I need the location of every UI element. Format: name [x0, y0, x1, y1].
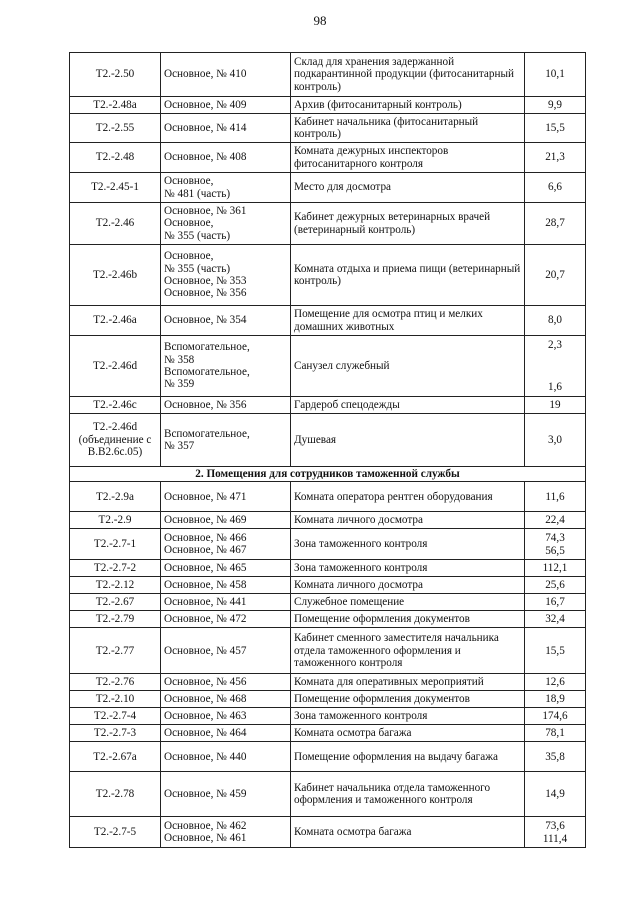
room-code: Т2.-2.12 [70, 577, 161, 594]
premises-designation [161, 173, 291, 203]
premises-designation [161, 708, 291, 725]
section-heading: 2. Помещения для сотрудников таможенной службы [70, 467, 586, 482]
room-purpose: Кабинет начальника (фитосанитарный контроль) [291, 114, 525, 143]
premises-designation [161, 691, 291, 708]
premises-line: Основное, № 408 [164, 151, 247, 164]
room-code: Т2.-2.78 [70, 772, 161, 817]
room-purpose: Склад для хранения задержанной подкарантинной продукции (фитосанитарный контроль) [291, 53, 525, 97]
table-row [70, 306, 586, 336]
premises-table-body [70, 53, 586, 848]
room-purpose: Кабинет дежурных ветеринарных врачей (ветеринарный контроль) [291, 203, 525, 245]
area-values [528, 339, 582, 394]
room-area: 3,0 [525, 414, 586, 467]
room-area [525, 529, 586, 560]
premises-designation [161, 628, 291, 674]
premises-line: Основное, № 410 [164, 68, 247, 81]
table-row [70, 245, 586, 306]
table-row [70, 482, 586, 512]
room-area: 6,6 [525, 173, 586, 203]
table-row [70, 708, 586, 725]
premises-line: Основное, [164, 217, 214, 230]
room-code: Т2.-2.7-2 [70, 560, 161, 577]
room-code: Т2.-2.7-3 [70, 725, 161, 742]
room-code: Т2.-2.50 [70, 53, 161, 97]
room-area: 22,4 [525, 512, 586, 529]
area-value: 111,4 [542, 832, 568, 845]
table-row [70, 97, 586, 114]
room-code: Т2.-2.48 [70, 143, 161, 173]
table-row [70, 143, 586, 173]
premises-line: Основное, № 472 [164, 613, 247, 626]
room-purpose: Комната осмотра багажа [291, 817, 525, 848]
premises-line: Вспомогательное, [164, 341, 250, 354]
room-code: Т2.-2.46b [70, 245, 161, 306]
table-row [70, 594, 586, 611]
premises-line: Основное, № 356 [164, 398, 247, 411]
premises-line: Основное, № 467 [164, 544, 247, 557]
table-row [70, 611, 586, 628]
room-purpose: Архив (фитосанитарный контроль) [291, 97, 525, 114]
room-code: Т2.-2.46d (объединение с В.В2.6с.05) [70, 414, 161, 467]
premises-line: Основное, № 354 [164, 314, 247, 327]
premises-line: Основное, № 466 [164, 532, 247, 544]
area-value: 1,6 [548, 381, 562, 394]
table-row [70, 691, 586, 708]
room-code: Т2.-2.67а [70, 742, 161, 772]
premises-line: Основное, № 469 [164, 514, 247, 527]
premises-line: Основное, [164, 250, 214, 263]
room-code: Т2.-2.67 [70, 594, 161, 611]
premises-line: Основное, № 463 [164, 710, 247, 723]
table-row [70, 414, 586, 467]
table-row [70, 53, 586, 97]
room-purpose: Служебное помещение [291, 594, 525, 611]
room-code: Т2.-2.55 [70, 114, 161, 143]
room-purpose: Зона таможенного контроля [291, 708, 525, 725]
room-purpose: Комната оператора рентген оборудования [291, 482, 525, 512]
premises-line: Основное, [164, 175, 214, 188]
room-area: 112,1 [525, 560, 586, 577]
table-row [70, 173, 586, 203]
room-area [525, 817, 586, 848]
room-area: 14,9 [525, 772, 586, 817]
page-number: 98 [313, 13, 327, 28]
premises-line: Основное, № 457 [164, 644, 247, 657]
room-code: Т2.-2.46 [70, 203, 161, 245]
table-row [70, 560, 586, 577]
premises-designation [161, 674, 291, 691]
premises-designation [161, 529, 291, 560]
room-area: 16,7 [525, 594, 586, 611]
premises-designation [161, 611, 291, 628]
room-purpose: Комната отдыха и приема пищи (ветеринарный контроль) [291, 245, 525, 306]
room-code: Т2.-2.77 [70, 628, 161, 674]
premises-designation [161, 725, 291, 742]
room-purpose: Комната для оперативных мероприятий [291, 674, 525, 691]
premises-line: Основное, № 461 [164, 832, 247, 845]
room-area [525, 336, 586, 397]
premises-designation [161, 203, 291, 245]
room-area: 10,1 [525, 53, 586, 97]
area-values [528, 820, 582, 845]
room-purpose: Место для досмотра [291, 173, 525, 203]
premises-line: № 355 (часть) [164, 229, 231, 242]
room-area: 11,6 [525, 482, 586, 512]
premises-line: Основное, № 361 [164, 204, 247, 217]
premises-designation [161, 143, 291, 173]
premises-line: Основное, № 356 [164, 287, 247, 300]
premises-designation [161, 772, 291, 817]
premises-line: Основное, № 464 [164, 727, 247, 740]
room-area: 35,8 [525, 742, 586, 772]
room-area: 174,6 [525, 708, 586, 725]
table-row [70, 725, 586, 742]
room-code: Т2.-2.46с [70, 397, 161, 414]
room-purpose: Помещение оформления документов [291, 611, 525, 628]
premises-line: № 359 [164, 378, 195, 391]
room-purpose: Гардероб спецодежды [291, 397, 525, 414]
room-code: Т2.-2.7-4 [70, 708, 161, 725]
premises-designation [161, 306, 291, 336]
area-value: 2,3 [548, 338, 562, 351]
room-purpose: Помещение оформления на выдачу багажа [291, 742, 525, 772]
premises-designation [161, 594, 291, 611]
room-purpose: Помещение для осмотра птиц и мелких домашних животных [291, 306, 525, 336]
premises-designation [161, 245, 291, 306]
room-purpose: Зона таможенного контроля [291, 560, 525, 577]
premises-designation [161, 482, 291, 512]
premises-designation [161, 742, 291, 772]
premises-line: Основное, № 459 [164, 788, 247, 801]
section-row [70, 467, 586, 482]
room-purpose: Душевая [291, 414, 525, 467]
table-row [70, 772, 586, 817]
room-code: Т2.-2.7-5 [70, 817, 161, 848]
room-area: 8,0 [525, 306, 586, 336]
premises-line: Основное, № 468 [164, 693, 247, 706]
room-code: Т2.-2.7-1 [70, 529, 161, 560]
table-row [70, 674, 586, 691]
premises-designation [161, 336, 291, 397]
table-row [70, 336, 586, 397]
room-purpose: Комната дежурных инспекторов фитосанитарного контроля [291, 143, 525, 173]
area-values [528, 532, 582, 557]
premises-designation [161, 560, 291, 577]
table-row [70, 817, 586, 848]
room-purpose: Кабинет начальника отдела таможенного оформления и таможенного контроля [291, 772, 525, 817]
premises-designation [161, 114, 291, 143]
room-area: 15,5 [525, 114, 586, 143]
room-purpose: Комната личного досмотра [291, 512, 525, 529]
room-purpose: Комната осмотра багажа [291, 725, 525, 742]
premises-designation [161, 817, 291, 848]
premises-line: Основное, № 440 [164, 750, 247, 763]
premises-designation [161, 97, 291, 114]
table-row [70, 203, 586, 245]
premises-line: Основное, № 462 [164, 820, 247, 832]
room-purpose: Зона таможенного контроля [291, 529, 525, 560]
premises-line: Основное, № 456 [164, 676, 247, 689]
room-area: 25,6 [525, 577, 586, 594]
room-area: 20,7 [525, 245, 586, 306]
premises-line: Основное, № 353 [164, 275, 247, 287]
premises-line: Основное, № 409 [164, 98, 247, 111]
room-purpose: Комната личного досмотра [291, 577, 525, 594]
table-row [70, 512, 586, 529]
table-row [70, 397, 586, 414]
room-code: Т2.-2.48а [70, 97, 161, 114]
table-row [70, 577, 586, 594]
premises-table [69, 52, 586, 848]
premises-designation [161, 414, 291, 467]
table-row [70, 529, 586, 560]
room-code: Т2.-2.9а [70, 482, 161, 512]
room-area: 32,4 [525, 611, 586, 628]
premises-designation [161, 53, 291, 97]
table-row [70, 114, 586, 143]
premises-line: Основное, № 471 [164, 490, 247, 503]
room-area: 28,7 [525, 203, 586, 245]
room-purpose: Помещение оформления документов [291, 691, 525, 708]
premises-line: Основное, № 414 [164, 121, 247, 134]
premises-line: Основное, № 465 [164, 562, 247, 575]
room-code: Т2.-2.45-1 [70, 173, 161, 203]
room-code: Т2.-2.76 [70, 674, 161, 691]
area-value: 74,3 [545, 531, 565, 544]
premises-line: № 481 (часть) [164, 187, 231, 200]
area-value: 56,5 [545, 544, 565, 557]
room-code: Т2.-2.46а [70, 306, 161, 336]
room-code: Т2.-2.79 [70, 611, 161, 628]
room-area: 9,9 [525, 97, 586, 114]
room-code: Т2.-2.10 [70, 691, 161, 708]
premises-line: № 355 (часть) [164, 262, 231, 275]
room-area: 78,1 [525, 725, 586, 742]
premises-designation [161, 397, 291, 414]
premises-line: Вспомогательное, [164, 427, 250, 440]
premises-designation [161, 512, 291, 529]
room-area: 19 [525, 397, 586, 414]
room-purpose: Санузел служебный [291, 336, 525, 397]
table-row [70, 742, 586, 772]
premises-line: Вспомогательное, [164, 366, 250, 378]
premises-designation [161, 577, 291, 594]
premises-line: № 358 [164, 353, 195, 366]
room-code: Т2.-2.9 [70, 512, 161, 529]
premises-line: Основное, № 441 [164, 596, 247, 609]
room-area: 12,6 [525, 674, 586, 691]
premises-line: Основное, № 458 [164, 579, 247, 592]
premises-line: № 357 [164, 440, 195, 452]
table-row [70, 628, 586, 674]
room-code: Т2.-2.46d [70, 336, 161, 397]
room-area: 21,3 [525, 143, 586, 173]
room-purpose: Кабинет сменного заместителя начальника отдела таможенного оформления и таможенного контроля [291, 628, 525, 674]
room-area: 18,9 [525, 691, 586, 708]
room-area: 15,5 [525, 628, 586, 674]
area-value: 73,6 [545, 819, 565, 832]
